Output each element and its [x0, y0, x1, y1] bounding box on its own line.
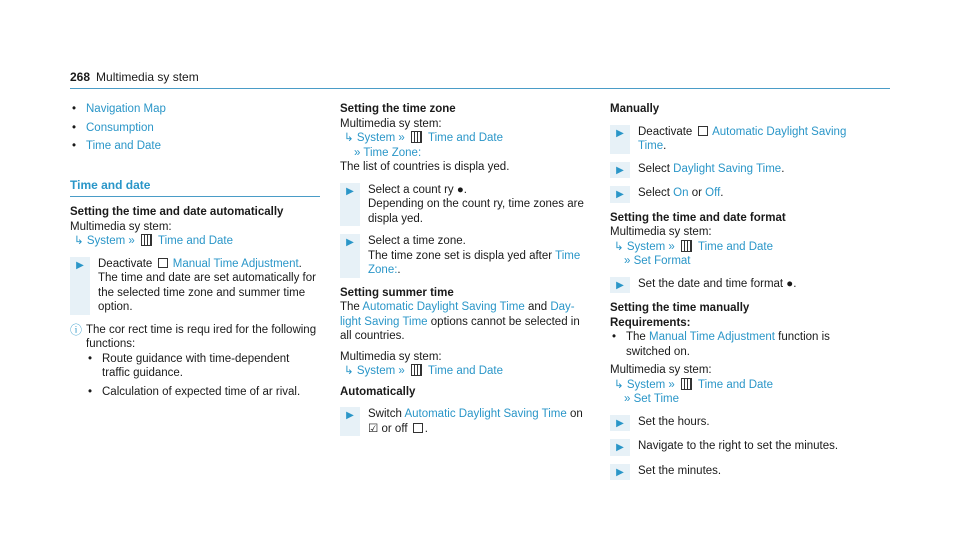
step	[610, 415, 860, 432]
menu-path	[340, 364, 590, 379]
step-text: on	[570, 408, 583, 420]
step-arrow-icon: ▶	[610, 162, 630, 179]
step-arrow-icon: ▶	[610, 415, 630, 432]
path-system[interactable]: System	[86, 235, 126, 247]
text: and	[527, 301, 548, 313]
path-time-date[interactable]: Time and Date	[698, 240, 773, 253]
step-body: The time zone set is displa yed after	[368, 249, 553, 262]
manual-heading: Setting the time manually	[610, 302, 750, 314]
format-heading: Setting the time and date format	[610, 211, 786, 224]
list-item: • Time and Date	[72, 140, 161, 152]
menu-path	[340, 131, 590, 146]
link-on[interactable]: On	[673, 187, 689, 199]
summer-heading: Setting summer time	[340, 286, 454, 299]
column-3	[610, 102, 860, 488]
checkbox-icon	[158, 258, 168, 268]
step: ▶ Switch Automatic Daylight Saving Time on ☑ or off .	[340, 407, 590, 436]
ms-label: Multimedia sy stem:	[70, 220, 172, 233]
path-arrow-icon: ↳	[614, 240, 624, 253]
step-text: Set the date and time format ●.	[638, 277, 797, 290]
section-rule	[70, 196, 320, 197]
column-1	[70, 102, 320, 403]
step	[610, 277, 860, 294]
req-label: Requirements:	[610, 316, 691, 329]
chevron-icon: »	[624, 255, 631, 267]
zone-heading: Setting the time zone	[340, 103, 456, 115]
chevron-icon: »	[668, 378, 675, 391]
step-text: Select a time zone.	[368, 235, 466, 247]
note-item: Calculation of expected time of ar rival.	[102, 385, 301, 398]
path-system[interactable]: System	[356, 132, 396, 144]
ms-label: Multimedia sy stem:	[340, 350, 442, 363]
step-text: or off	[381, 422, 408, 435]
step-text: Deactivate	[98, 257, 153, 270]
link-consumption[interactable]: Consumption	[86, 121, 154, 134]
chevron-icon: »	[398, 132, 405, 144]
path-system[interactable]: System	[626, 240, 666, 253]
text: function is switched on.	[626, 331, 830, 358]
path-arrow-icon: ↳	[74, 235, 84, 247]
step	[610, 464, 860, 481]
step-text: Switch	[368, 408, 402, 420]
step-text: Deactivate	[638, 125, 693, 138]
text: The	[626, 331, 646, 343]
step	[70, 257, 320, 315]
step: ▶ Select On or Off.	[610, 186, 860, 203]
step	[340, 183, 590, 227]
checked-icon: ☑	[368, 422, 379, 435]
link-off[interactable]: Off	[705, 187, 721, 199]
calendar-icon	[411, 131, 422, 143]
zone-list-text: The list of countries is displa yed.	[340, 161, 510, 173]
step: ▶ Select Daylight Saving Time.	[610, 162, 860, 179]
path-system[interactable]: System	[626, 378, 666, 391]
step-text: or	[691, 187, 702, 199]
menu-path	[610, 378, 860, 393]
link-daylight[interactable]: Daylight Saving Time	[673, 162, 782, 175]
list-item: • The Manual Time Adjustment function is switched on.	[612, 331, 830, 358]
chevron-icon: »	[624, 393, 631, 405]
step-arrow-icon: ▶	[70, 257, 90, 315]
path-time-date[interactable]: Time and Date	[428, 365, 503, 377]
path-set-time[interactable]: Set Time	[633, 393, 679, 405]
note	[70, 323, 320, 404]
step-body: The time and date are set automatically for the selected time zone and summer time option.	[98, 272, 316, 313]
page-header	[70, 70, 199, 85]
auto-label: Automatically	[340, 385, 416, 398]
page-number: 268	[70, 70, 91, 84]
checkbox-icon	[413, 423, 423, 433]
punct: .	[397, 264, 401, 276]
note-text: The cor rect time is requ ired for the following functions:	[86, 323, 317, 350]
text: options cannot be selected in all countries.	[340, 315, 580, 342]
chevron-icon: »	[128, 235, 135, 247]
header-rule	[70, 88, 890, 89]
step-arrow-icon: ▶	[610, 186, 630, 203]
path-arrow-icon: ↳	[614, 378, 624, 391]
step	[610, 439, 860, 456]
list-item: • Consumption	[72, 121, 154, 134]
punct: .	[298, 257, 302, 270]
path-time-date[interactable]: Time and Date	[698, 378, 773, 391]
menu-path	[610, 392, 860, 407]
list-item: • Calculation of expected time of ar rival.	[88, 385, 301, 398]
list-item: • Route guidance with time-dependent traffic guidance.	[86, 352, 320, 381]
step-arrow-icon: ▶	[610, 277, 630, 294]
menu-path	[70, 234, 320, 249]
chevron-icon: »	[354, 146, 361, 159]
section-title: Time and date	[70, 177, 151, 192]
link-auto-daylight[interactable]: Automatic Daylight Saving Time	[404, 408, 567, 420]
menu-path	[610, 240, 860, 255]
summer-text	[340, 300, 590, 344]
path-arrow-icon: ↳	[344, 365, 354, 377]
manual-label: Manually	[610, 103, 660, 115]
path-time-zone[interactable]: Time Zone:	[363, 146, 422, 159]
step-text: Set the hours.	[638, 415, 710, 428]
path-time-date[interactable]: Time and Date	[158, 235, 233, 247]
link-manual-time[interactable]: Manual Time Adjustment	[172, 257, 299, 270]
step-text: Select	[638, 162, 670, 175]
step-text: Select a count ry ●.	[368, 183, 467, 196]
calendar-icon	[681, 240, 692, 252]
list-item: • Navigation Map	[72, 103, 166, 115]
menu-path	[610, 254, 860, 269]
link-auto-daylight[interactable]: Automatic Daylight Saving Time	[638, 125, 847, 152]
step-text: Set the minutes.	[638, 464, 722, 477]
checkbox-icon	[698, 126, 708, 136]
step-arrow-icon: ▶	[610, 125, 630, 154]
step-arrow-icon: ▶	[610, 439, 630, 456]
text: The	[340, 301, 360, 313]
step	[340, 234, 590, 278]
link-daylight[interactable]: Day- light Saving Time	[340, 301, 575, 328]
info-icon: ⓘ	[70, 322, 83, 337]
path-set-format[interactable]: Set Format	[633, 255, 691, 267]
note-item: Route guidance with time-dependent traffic guidance.	[102, 352, 290, 379]
step-body: Depending on the count ry, time zones are displa yed.	[368, 198, 584, 225]
column-2	[340, 102, 590, 444]
step-text: Navigate to the right to set the minutes.	[638, 440, 839, 452]
step-arrow-icon: ▶	[340, 183, 360, 227]
link-navigation-map[interactable]: Navigation Map	[86, 103, 166, 115]
ms-label: Multimedia sy stem:	[340, 117, 442, 130]
auto-heading: Setting the time and date automatically	[70, 206, 284, 218]
calendar-icon	[141, 234, 152, 246]
step-arrow-icon: ▶	[340, 234, 360, 278]
link-manual-time[interactable]: Manual Time Adjustment	[649, 331, 775, 343]
calendar-icon	[411, 364, 422, 376]
step-arrow-icon: ▶	[610, 464, 630, 481]
link-auto-daylight[interactable]: Automatic Daylight Saving Time	[362, 301, 525, 313]
step-text: Select	[638, 187, 670, 199]
header-title: Multimedia sy stem	[96, 70, 199, 84]
link-time-and-date[interactable]: Time and Date	[86, 140, 161, 152]
link-time-zone[interactable]: Time Zone:	[368, 249, 581, 276]
ms-label: Multimedia sy stem:	[610, 364, 712, 376]
calendar-icon	[681, 378, 692, 390]
menu-path	[340, 146, 590, 161]
path-system[interactable]: System	[356, 365, 396, 377]
chevron-icon: »	[398, 365, 405, 377]
path-time-date[interactable]: Time and Date	[428, 132, 503, 144]
ms-label: Multimedia sy stem:	[610, 226, 712, 238]
step: ▶ Deactivate Automatic Daylight Saving Time.	[610, 125, 860, 154]
chevron-icon: »	[668, 240, 675, 253]
path-arrow-icon: ↳	[344, 132, 354, 144]
step-arrow-icon: ▶	[340, 407, 360, 436]
